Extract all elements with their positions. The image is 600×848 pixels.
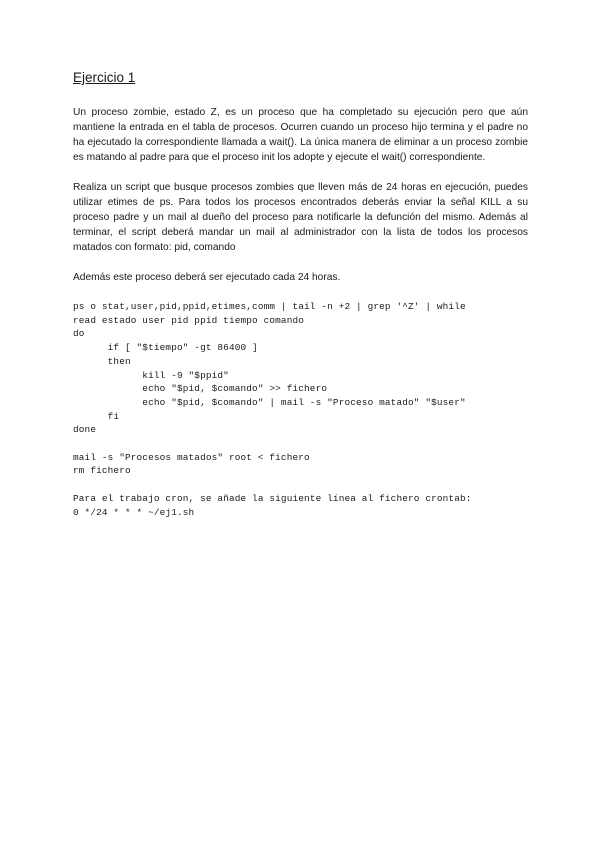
script-code-block	[73, 300, 528, 437]
code-line: echo "$pid, $comando" >> fichero	[73, 383, 328, 395]
code-line: echo "$pid, $comando" | mail -s "Proceso matado" "$user"	[73, 396, 466, 408]
code-line: if [ "$tiempo" -gt 86400 ]	[73, 342, 258, 354]
code-line: fi	[73, 410, 120, 422]
paragraph-schedule: Además este proceso deberá ser ejecutado cada 24 horas.	[73, 272, 341, 283]
code-line: read estado user pid ppid tiempo comando	[73, 314, 305, 326]
code-line: mail -s "Procesos matados" root < fichero	[73, 451, 310, 463]
code-line: kill -9 "$ppid"	[73, 369, 229, 381]
code-line: do	[73, 328, 85, 340]
document-page	[73, 70, 528, 519]
code-line: rm fichero	[73, 465, 131, 477]
cron-code-block	[73, 492, 528, 519]
crontab-line: 0 */24 * * * ~/ej1.sh	[73, 506, 195, 518]
paragraph-zombie-definition: Un proceso zombie, estado Z, es un proceso que ha completado su ejecución pero que aún mantiene la entrada en el tabla de procesos. Ocurren cuando un proceso hijo termina y el padre no ha ejecutado la correspondiente llamada a wait(). La única manera de eliminar a un proceso zombie es matando al padre para que el proceso init los adopte y ejecute el wait() correspondiente.	[73, 107, 528, 163]
cron-description: Para el trabajo cron, se añade la siguiente línea al fichero crontab:	[73, 492, 472, 504]
mail-code-block	[73, 451, 528, 478]
page-title: Ejercicio 1	[73, 70, 136, 85]
code-line: done	[73, 424, 97, 436]
code-line: ps o stat,user,pid,ppid,etimes,comm | tail -n +2 | grep '^Z' | while	[73, 301, 466, 312]
code-line: then	[73, 355, 131, 367]
paragraph-task-description: Realiza un script que busque procesos zombies que lleven más de 24 horas en ejecución, puedes utilizar etimes de ps. Para todos los procesos encontrados deberás enviar la señal KILL a su proceso padre y un mail al dueño del proceso para notificarle la defunción del mismo. Además al terminar, el script deberá mandar un mail al administrador con la lista de todos los procesos matados con formato: pid, comando	[73, 182, 528, 253]
